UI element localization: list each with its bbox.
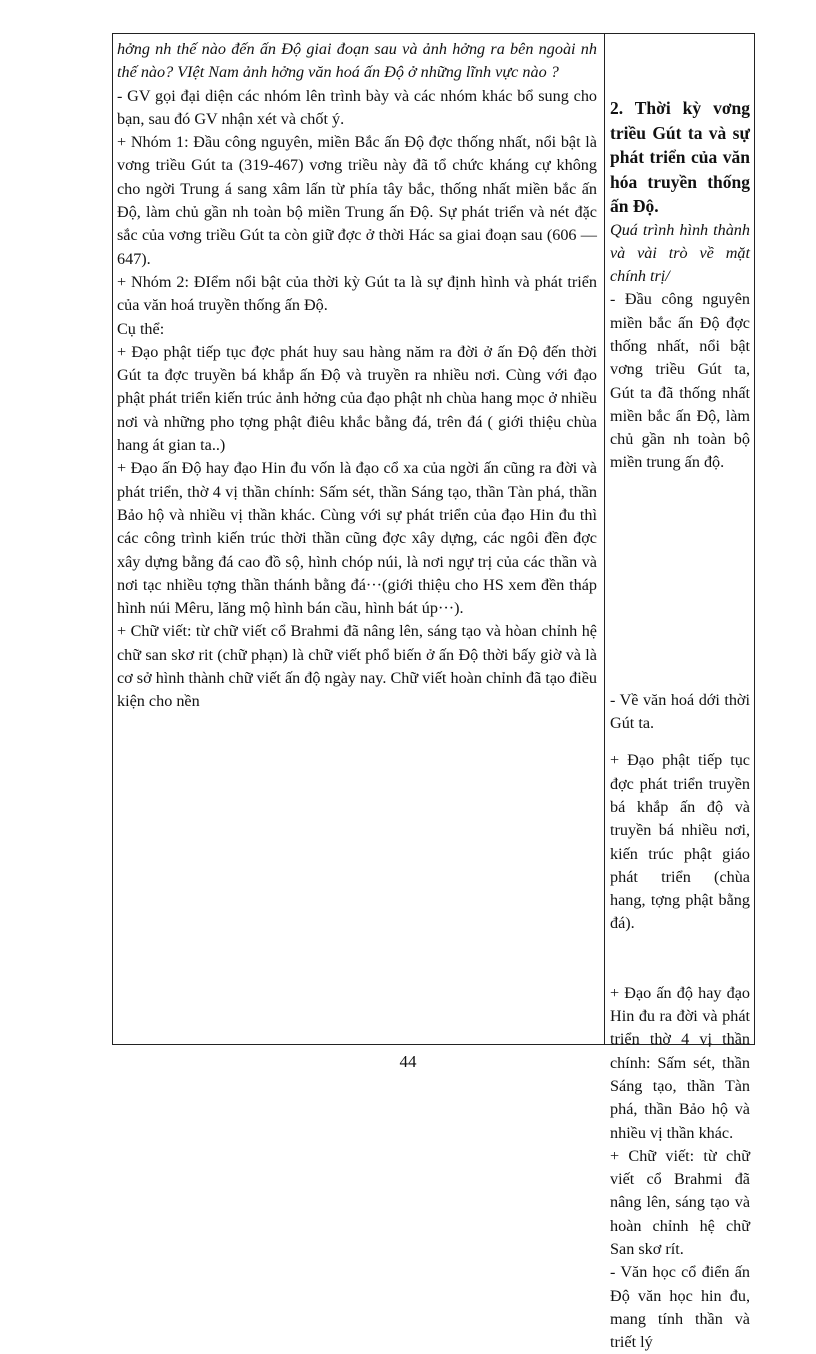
writing-paragraph: + Chữ viết: từ chữ viết cổ Brahmi đã nâng lên, sáng tạo và hòan chỉnh hệ chữ san skơ rit (chữ phạn) là chữ viết phổ biến ở ấn Độ thời bấy giờ và là cơ sở hình thành chữ viết ấn độ ngày nay. Chữ viết hoàn chỉnh đã tạo điều kiện cho nền xyxy=(117,622,598,711)
group-1-answer: + Nhóm 1: Đầu công nguyên, miền Bắc ấn Độ đợc thống nhất, nổi bật là vơng triều Gút ta (319-467) vơng triều này đã tổ chức kháng cự không cho ngời Trung á sang xâm lấn từ phía tây bắc, thống nhất miền bắc ấn Độ, làm chủ gần nh toàn bộ miền Trung ấn Độ. Sự phát triển và nét đặc sắc của vơng triều Gút ta còn giữ đợc ở thời Hác sa giai đoạn sau (606 — 647). xyxy=(117,133,597,268)
politics-summary: - Đầu công nguyên miền bắc ấn Độ đợc thống nhất, nổi bật vơng triều Gút ta, Gút ta đã thống nhất miền bắc ấn Độ, làm chủ gần nh toàn bộ miền trung ấn độ. xyxy=(610,290,750,472)
culture-title: - Về văn hoá dới thời Gút ta. xyxy=(610,690,750,733)
column-divider xyxy=(604,34,605,1044)
gv-instruction: - GV gọi đại diện các nhóm lên trình bày và các nhóm khác bổ sung cho bạn, sau đó GV nhận xét và chốt ý. xyxy=(117,86,597,128)
section-heading: 2. Thời kỳ vơng triều Gút ta và sự phát triển của văn hóa truyền thống ấn Độ. xyxy=(610,98,750,216)
group-2-answer: + Nhóm 2: ĐIểm nổi bật của thời kỳ Gút ta là sự định hình và phát triển của văn hoá truyền thống ấn Độ. xyxy=(117,272,597,315)
buddhism-paragraph: + Đạo phật tiếp tục đợc phát huy sau hàng năm ra đời ở ấn Độ đến thời Gút ta đợc truyền bá khắp ấn Độ và truyền ra nhiều nơi. Cùng với đạo phật phát triển kiến trúc ảnh hởng của đạo phật nh chùa hang mọc ở nhiều nơi và những pho tợng phật điêu khắc bằng đá, trên đá ( giới thiệu chùa hang át gian ta..) xyxy=(117,342,597,455)
buddhism-summary: + Đạo phật tiếp tục đợc phát triển truyền bá khắp ấn độ và truyền bá nhiều nơi, kiến trúc phật giáo phát triển (chùa hang, tợng phật bằng đá). xyxy=(610,751,750,933)
hinduism-summary: + Đạo ấn độ hay đạo Hin đu ra đời và phát triển thờ 4 vị thần chính: Sấm sét, thần Sáng tạo, thần Tàn phá, thần Bảo hộ và nhiều vị thần khác. xyxy=(610,983,750,1142)
question-continuation: hởng nh thế nào đến ấn Độ giai đoạn sau và ảnh hởng ra bên ngoài nh thế nào? VIệt Nam ảnh hởng văn hoá ấn Độ ở những lĩnh vực nào ? xyxy=(117,40,597,82)
teacher-activity-column xyxy=(117,38,597,714)
writing-summary: + Chữ viết: từ chữ viết cổ Brahmi đã nâng lên, sáng tạo và hoàn chỉnh hệ chữ San skơ rít. xyxy=(610,1146,750,1258)
literature-summary: - Văn học cổ điển ấn Độ văn học hin đu, mang tính thần và triết lý xyxy=(610,1263,750,1352)
page-number: 44 xyxy=(399,1052,417,1071)
hinduism-paragraph: + Đạo ấn Độ hay đạo Hin đu vốn là đạo cổ xa của ngời ấn cũng ra đời và phát triển, thờ 4 vị thần chính: Sấm sét, thần Sáng tạo, thần Tàn phá, thần Bảo hộ và nhiều vị thần khác. Cùng với sự phát triển của đạo Hin đu thì các công trình kiến trúc thời thần cũng đợc xây dựng, các ngôi đền đợc xây dựng bằng đá cao đồ sộ, hình chóp núi, là nơi ngự trị của các thần và nơi tạc nhiều tợng thần thánh bằng đá···(giới thiệu cho HS xem đền tháp hình núi Mêru, lăng mộ hình bán cầu, hình bát úp···). xyxy=(117,459,597,618)
details-label: Cụ thể: xyxy=(117,319,165,338)
section-subheading: Quá trình hình thành và vài trò về mặt chính trị/ xyxy=(610,220,750,286)
content-column xyxy=(610,38,750,1354)
